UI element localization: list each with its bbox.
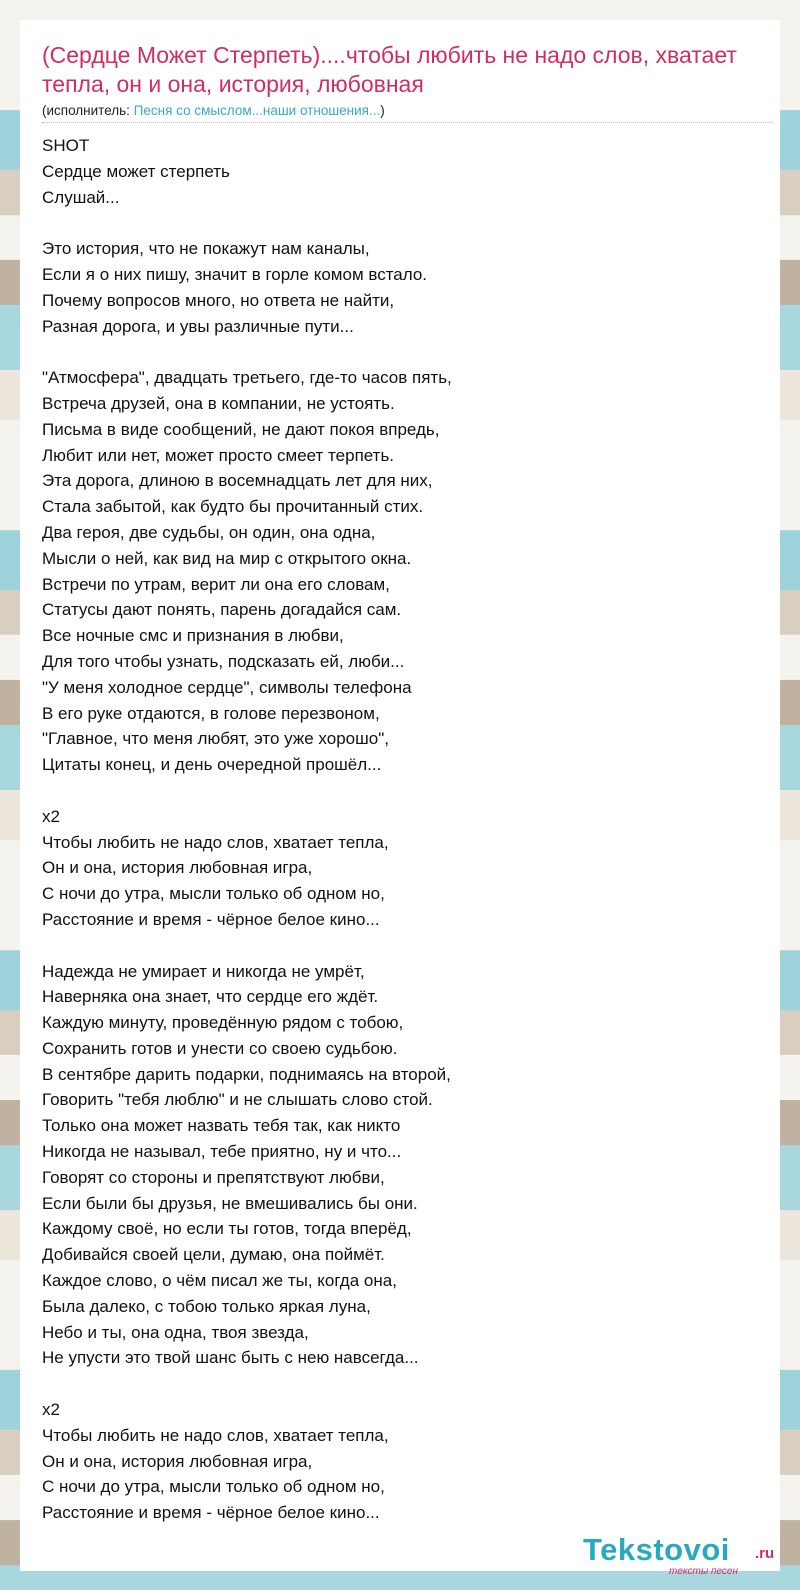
- lyrics-line: Почему вопросов много, но ответа не найти,: [42, 290, 395, 310]
- lyrics-line: Любит или нет, может просто смеет терпеть.: [42, 445, 395, 465]
- performer-prefix: (исполнитель:: [42, 103, 134, 118]
- lyrics-line: Статусы дают понять, парень догадайся сам.: [42, 600, 402, 620]
- lyrics-line: Два героя, две судьбы, он один, она одна,: [42, 522, 376, 542]
- lyrics-line: Говорят со стороны и препятствуют любви,: [42, 1167, 385, 1187]
- lyrics-line: Это история, что не покажут нам каналы,: [42, 239, 370, 259]
- lyrics-line: Никогда не называл, тебе приятно, ну и что...: [42, 1142, 402, 1162]
- lyrics-line: С ночи до утра, мысли только об одном но,: [42, 1477, 385, 1497]
- header-divider: [42, 122, 772, 123]
- song-title: (Сердце Может Стерпеть)....чтобы любить не надо слов, хватает тепла, он и она, история, любовная: [42, 42, 737, 97]
- lyrics-line: Если были бы друзья, не вмешивались бы они.: [42, 1193, 418, 1213]
- lyrics-blank-line: [42, 1371, 762, 1397]
- lyrics-blank-line: [42, 933, 762, 959]
- lyrics-line: "У меня холодное сердце", символы телефона: [42, 677, 412, 697]
- lyrics-line: В сентябре дарить подарки, поднимаясь на второй,: [42, 1064, 451, 1084]
- lyrics-line: Каждому своё, но если ты готов, тогда вперёд,: [42, 1219, 412, 1239]
- lyrics-line: "Главное, что меня любят, это уже хорошо",: [42, 729, 389, 749]
- lyrics-line: Все ночные смс и признания в любви,: [42, 626, 344, 646]
- lyrics-line: "Атмосфера", двадцать третьего, где-то часов пять,: [42, 368, 452, 388]
- lyrics-line: Разная дорога, и увы различные пути...: [42, 316, 354, 336]
- lyrics-line: Встреча друзей, она в компании, не устоять.: [42, 393, 395, 413]
- lyrics-line: Каждую минуту, проведённую рядом с тобою,: [42, 1013, 404, 1033]
- lyrics-line: С ночи до утра, мысли только об одном но,: [42, 884, 385, 904]
- lyrics-line: Не упусти это твой шанс быть с нею навсегда...: [42, 1348, 419, 1368]
- lyrics-blank-line: [42, 339, 762, 365]
- lyrics-line: Каждое слово, о чём писал же ты, когда она,: [42, 1271, 397, 1291]
- lyrics-line: Он и она, история любовная игра,: [42, 1451, 313, 1471]
- lyrics-card: [20, 20, 780, 1577]
- lyrics-line: Слушай...: [42, 187, 120, 207]
- lyrics-blank-line: [42, 210, 762, 236]
- logo-tagline: тексты песен: [669, 1566, 738, 1577]
- lyrics-line: Письма в виде сообщений, не дают покоя впредь,: [42, 419, 440, 439]
- performer-suffix: ): [380, 103, 385, 118]
- lyrics-line: Расстояние и время - чёрное белое кино...: [42, 1503, 380, 1523]
- lyrics-text: [42, 133, 762, 1526]
- lyrics-line: Наверняка она знает, что сердце его ждёт.: [42, 987, 379, 1007]
- lyrics-line: Надежда не умирает и никогда не умрёт,: [42, 961, 365, 981]
- tekstovoi-logo: [583, 1532, 800, 1580]
- lyrics-line: В его руке отдаются, в голове перезвоном,: [42, 703, 380, 723]
- lyrics-line: Расстояние и время - чёрное белое кино...: [42, 909, 380, 929]
- performer-line: [42, 103, 385, 118]
- logo-word: Tekstovoi: [583, 1532, 730, 1567]
- lyrics-line: Была далеко, с тобою только яркая луна,: [42, 1296, 371, 1316]
- lyrics-line: Мысли о ней, как вид на мир с открытого окна.: [42, 548, 412, 568]
- lyrics-line: SHOT: [42, 136, 90, 155]
- lyrics-line: Цитаты конец, и день очередной прошёл...: [42, 755, 382, 775]
- lyrics-line: x2: [42, 1400, 60, 1420]
- lyrics-line: Для того чтобы узнать, подсказать ей, люби...: [42, 651, 405, 671]
- lyrics-line: Чтобы любить не надо слов, хватает тепла,: [42, 832, 389, 852]
- lyrics-blank-line: [42, 778, 762, 804]
- logo-domain: .ru: [755, 1545, 775, 1562]
- lyrics-line: Встречи по утрам, верит ли она его словам,: [42, 574, 390, 594]
- lyrics-line: Стала забытой, как будто бы прочитанный стих.: [42, 497, 424, 517]
- lyrics-line: Сохранить готов и унести со своею судьбою.: [42, 1038, 398, 1058]
- performer-link[interactable]: Песня со смыслом...наши отношения...: [133, 103, 381, 118]
- lyrics-line: Он и она, история любовная игра,: [42, 858, 313, 878]
- lyrics-line: Добивайся своей цели, думаю, она поймёт.: [42, 1245, 385, 1265]
- lyrics-line: x2: [42, 806, 60, 826]
- lyrics-line: Эта дорога, длиною в восемнадцать лет для них,: [42, 471, 433, 491]
- lyrics-line: Если я о них пишу, значит в горле комом встало.: [42, 264, 428, 284]
- lyrics-line: Сердце может стерпеть: [42, 161, 230, 181]
- lyrics-line: Только она может назвать тебя так, как никто: [42, 1116, 401, 1136]
- lyrics-line: Чтобы любить не надо слов, хватает тепла,: [42, 1425, 389, 1445]
- lyrics-line: Небо и ты, она одна, твоя звезда,: [42, 1322, 309, 1342]
- lyrics-line: Говорить "тебя люблю" и не слышать слово стой.: [42, 1090, 433, 1110]
